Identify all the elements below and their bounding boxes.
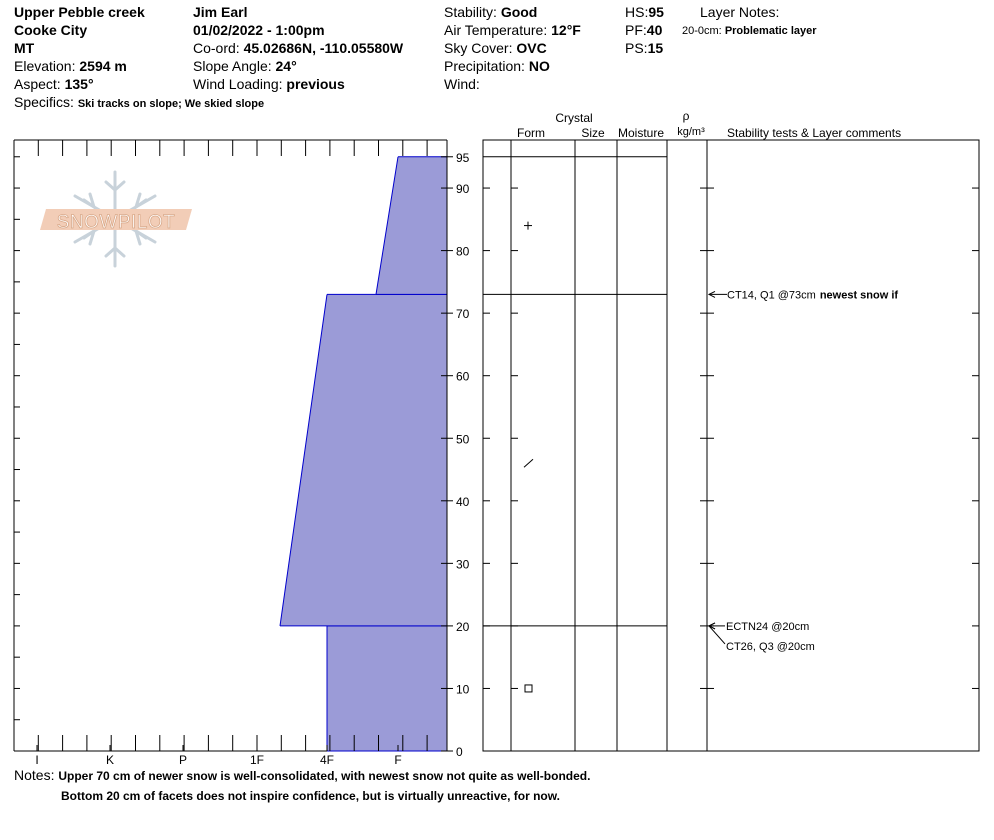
y-tick-label-60: 60 (456, 369, 470, 384)
y-tick-label-20: 20 (456, 619, 470, 634)
stability-test-0: CT14, Q1 @73cm newest snow if (727, 289, 899, 302)
snowpilot-logo (40, 172, 192, 266)
x-tick-label-P: P (178, 753, 188, 767)
location-name: Upper Pebble creek (14, 4, 145, 20)
profile-table-border (483, 140, 979, 751)
logo-text: SNOWPILOT (56, 212, 176, 233)
coord-value: 45.02686N, -110.05580W (243, 40, 404, 56)
hardness-layer-0 (327, 626, 447, 751)
x-tick-label-K: K (105, 753, 115, 767)
wind-label: Wind: (444, 76, 480, 92)
y-tick-label-80: 80 (456, 244, 470, 259)
y-tick-label-95: 95 (456, 150, 470, 165)
size-header: Size (581, 126, 605, 140)
x-tick-label-4F: 4F (319, 753, 335, 767)
hs-label: HS: (625, 4, 649, 20)
grain-slash (524, 459, 533, 467)
stability-test-2: CT26, Q3 @20cm (726, 640, 815, 653)
stability-arrow-2 (709, 626, 725, 644)
observer-name: Jim Earl (193, 4, 248, 20)
wind-loading-label: Wind Loading: (193, 76, 283, 92)
specifics-value: Ski tracks on slope; We skied slope (77, 98, 265, 110)
aspect-label: Aspect: (14, 76, 61, 92)
pf-value: 40 (646, 22, 663, 38)
elevation-value: 2594 m (79, 58, 127, 74)
y-tick-label-40: 40 (456, 494, 470, 509)
specifics-label: Specifics: (14, 94, 74, 110)
precip-value: NO (528, 58, 550, 74)
hardness-layer-1 (280, 294, 447, 626)
elevation-label: Elevation: (14, 58, 76, 74)
stability-label: Stability: (444, 4, 497, 20)
wind-loading-value: previous (286, 76, 345, 92)
y-tick-label-30: 30 (456, 557, 470, 572)
ps-label: PS: (625, 40, 648, 56)
air-temp-value: 12°F (551, 22, 581, 38)
sky-cover-label: Sky Cover: (444, 40, 513, 56)
layer-notes-label: Layer Notes: (700, 4, 780, 20)
pf-label: PF: (625, 22, 647, 38)
grain-square (525, 685, 532, 692)
moisture-header: Moisture (617, 126, 665, 140)
stability-value: Good (500, 4, 538, 20)
x-tick-label-I: I (35, 753, 39, 767)
density-unit-header: kg/m³ (677, 126, 705, 138)
profile-ticks (483, 188, 979, 751)
grain-symbols (524, 222, 533, 692)
y-tick-label-10: 10 (456, 682, 470, 697)
slope-value: 24° (275, 58, 297, 74)
form-header: Form (517, 126, 545, 140)
state-name: MT (14, 40, 35, 56)
hs-value: 95 (648, 4, 664, 20)
stability-test-labels (709, 289, 898, 653)
x-tick-label-1F: 1F (249, 753, 265, 767)
ps-value: 15 (647, 40, 664, 56)
layer-note-text: Problematic layer (724, 25, 817, 37)
air-temp-label: Air Temperature: (444, 22, 548, 38)
y-tick-label-70: 70 (456, 307, 470, 322)
aspect-value: 135° (64, 76, 94, 92)
slope-label: Slope Angle: (193, 58, 272, 74)
area-name: Cooke City (14, 22, 88, 38)
observation-datetime: 01/02/2022 - 1:00pm (193, 22, 325, 38)
notes-label: Notes: (14, 767, 55, 783)
stability-comment-0: newest snow if (819, 289, 899, 302)
notes-row (14, 766, 590, 785)
hardness-layers (280, 157, 447, 751)
crystal-header: Crystal (555, 111, 593, 125)
y-tick-label-0: 0 (456, 745, 463, 759)
notes-row-2 (61, 786, 560, 805)
precip-label: Precipitation: (444, 58, 525, 74)
stability-test-1: ECTN24 @20cm (726, 620, 810, 633)
stability-header: Stability tests & Layer comments (727, 126, 902, 140)
notes-line-1: Upper 70 cm of newer snow is well-consolidated, with newest snow not quite as well-bonded. (58, 769, 591, 783)
y-tick-label-90: 90 (456, 182, 470, 197)
layer-note-range: 20-0cm: (682, 25, 722, 37)
x-tick-label-F: F (394, 753, 402, 767)
top-ticks (14, 140, 427, 156)
left-ticks (14, 157, 20, 751)
coord-label: Co-ord: (193, 40, 240, 56)
notes-line-2: Bottom 20 cm of facets does not inspire confidence, but is virtually unreactive, for now. (61, 789, 560, 803)
sky-cover-value: OVC (516, 40, 547, 56)
rho-header: ρ (682, 109, 690, 123)
y-tick-label-50: 50 (456, 432, 470, 447)
